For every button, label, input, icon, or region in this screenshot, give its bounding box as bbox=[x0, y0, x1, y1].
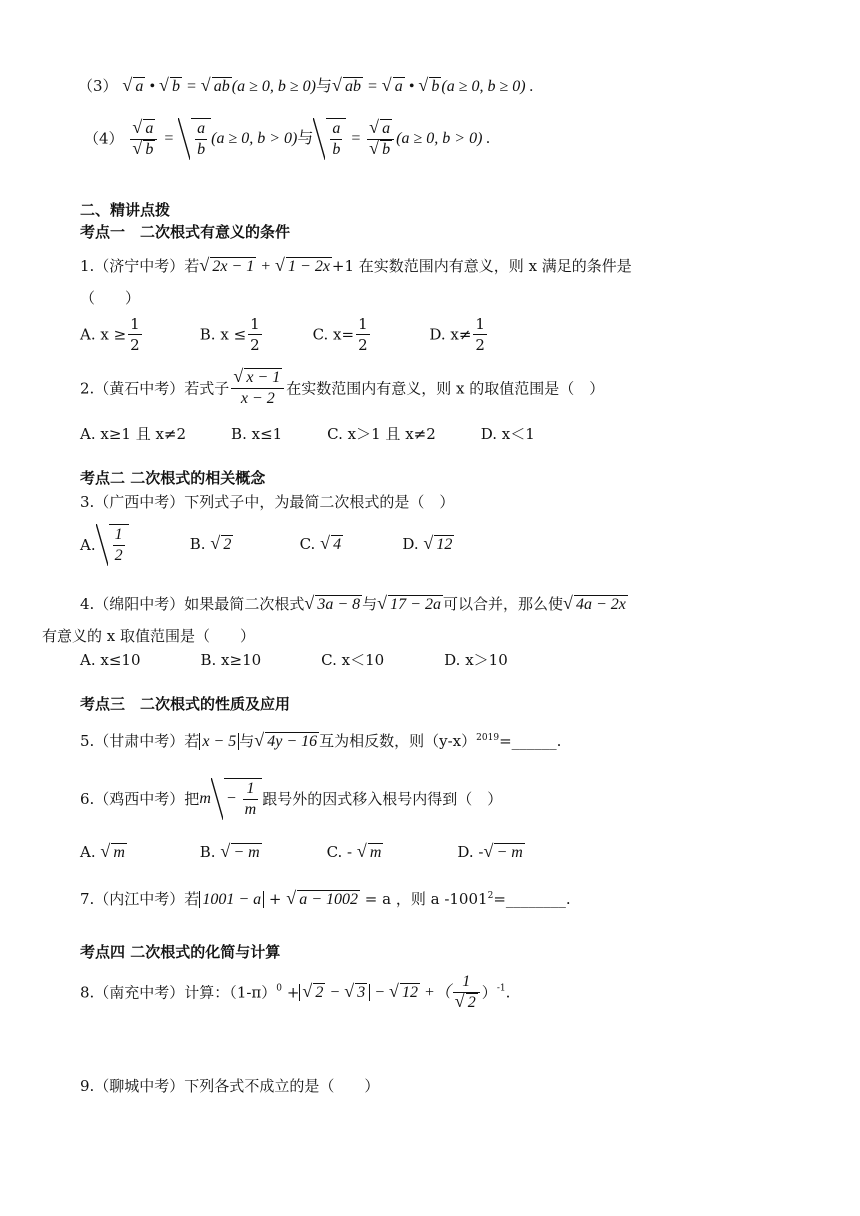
q7-stem: 7.（内江中考）若 1001 − a + √ a − 1002 = a ，则 a $-1001^2=\_\_\_\_\_\_\_\_$. bbox=[80, 886, 571, 910]
q4-mid1: 与 bbox=[362, 595, 378, 613]
kp3-heading: 考点三 二次根式的性质及应用 bbox=[80, 695, 291, 713]
formula-4 bbox=[84, 118, 490, 168]
q5-blank: =______. bbox=[499, 732, 562, 750]
q5-prefix: 5.（甘肃中考）若 bbox=[80, 732, 200, 750]
q5-stem: 5.（甘肃中考）若 x − 5 与√ 4y − 16 互为相反数，则$(y-x)^{2019}=\_\_\_\_\_\_$. bbox=[80, 728, 561, 752]
q1-stem: 1.（济宁中考）若√ 2x − 1 + √ 1 − 2x +1 在实数范围内有意义，则 x 满足的条件是 bbox=[80, 256, 632, 277]
q4-mid2: 可以合并，那么使 bbox=[442, 595, 563, 613]
q7-exponent: 2 bbox=[487, 891, 494, 901]
q1-option-b: B. x ≤ $\frac{1}{2}$ bbox=[199, 315, 260, 354]
q5-mid: 与 bbox=[239, 732, 255, 750]
q2-suffix: 在实数范围内有意义，则 x 的取值范围是（ ） bbox=[286, 379, 605, 398]
q4-line2: 有意义的 x 取值范围是（ ） bbox=[42, 627, 255, 645]
q1-option-d: D. x≠ $\frac{1}{2}$ bbox=[429, 315, 485, 354]
q4-prefix: 4.（绵阳中考）如果最简二次根式 bbox=[80, 595, 305, 613]
q2-stem: 2.（黄石中考）若式子 √ $\frac{x - 1}{x - 2}$ 在实数范围内有意义，则 x 的取值范围是（ ） bbox=[80, 368, 604, 414]
q1-options bbox=[80, 314, 489, 358]
kp1-heading: 考点一 二次根式有意义的条件 bbox=[80, 223, 291, 241]
q8-exp-neg1: -1 bbox=[496, 983, 506, 994]
formula-3-expr: √ a • √ b = √ ab (a ≥ 0, b ≥ 0)与√ ab = √ a • √ b (a ≥ 0, b ≥ 0) . bbox=[122, 78, 533, 95]
q1-option-c: C. x= $\frac{1}{2}$ bbox=[312, 315, 368, 354]
q5-exponent: 2019 bbox=[476, 733, 500, 743]
kp4-heading: 考点四 二次根式的化简与计算 bbox=[80, 943, 281, 961]
q8-prefix: 8.（南充中考）计算：（1-π） bbox=[80, 983, 277, 1002]
q6-suffix: 跟号外的因式移入根号内得到（ ） bbox=[262, 790, 503, 808]
q6-option-a: A. √ m bbox=[80, 842, 195, 863]
q4-stem: 4.（绵阳中考）如果最简二次根式√ 3a − 8 与√ 17 − 2a 可以合并，那么使√ 4a − 2x bbox=[80, 594, 628, 615]
q3-option-d: D. √ 12 bbox=[402, 534, 454, 555]
q1-prefix: 1.（济宁中考）若 bbox=[80, 257, 200, 275]
q8-tail: ） bbox=[481, 983, 497, 1002]
q6-option-b: B. √ − m bbox=[200, 842, 322, 863]
q3-stem: 3.（广西中考）下列式子中，为最简二次根式的是（ ） bbox=[80, 493, 455, 511]
q6-option-d: D. -√ − m bbox=[457, 842, 524, 863]
formula-3-label: （3） bbox=[78, 77, 118, 95]
q6-stem: 6.（鸡西中考）把m − $\frac{1}{m}$ 跟号外的因式移入根号内得到（ ） bbox=[80, 780, 503, 818]
q4-options: A. x≤10 B. x≥10 C. x＜10 D. x＞10 bbox=[80, 651, 508, 669]
formula-4-label: （4） bbox=[84, 129, 124, 148]
q5-suffix: 互为相反数，则（y-x） bbox=[319, 732, 477, 750]
q1-suffix: +1 在实数范围内有意义，则 x 满足的条件是 bbox=[331, 257, 632, 275]
q2-prefix: 2.（黄石中考）若式子 bbox=[80, 379, 230, 398]
formula-3 bbox=[78, 76, 534, 97]
formula-4-expr: √ a √ b = $\frac{a}{b}$ (a ≥ 0, b > 0)与 $\frac{a}{b}$ = √ a √ b (a ≥ 0, b > 0) . bbox=[128, 130, 490, 147]
q3-option-c: C. √ 4 bbox=[300, 534, 398, 555]
q7-mid: = a ，则 a -1001 bbox=[364, 890, 488, 908]
q8-end: . bbox=[505, 983, 511, 1002]
q3-option-a: A. $\frac{1}{2}$ bbox=[80, 524, 185, 566]
q2-options: A. x≥1 且 x≠2 B. x≤1 C. x＞1 且 x≠2 D. x＜1 bbox=[80, 425, 535, 443]
q3-options bbox=[80, 524, 454, 568]
q3-option-b: B. √ 2 bbox=[190, 534, 295, 555]
q6-prefix: 6.（鸡西中考）把 bbox=[80, 790, 200, 808]
kp2-heading: 考点二 二次根式的相关概念 bbox=[80, 469, 266, 487]
q6-options bbox=[80, 842, 525, 863]
q9-stem: 9.（聊城中考）下列各式不成立的是（ ） bbox=[80, 1077, 380, 1095]
q6-option-c: C. - √ m bbox=[327, 842, 453, 863]
q7-prefix: 7.（内江中考）若 bbox=[80, 890, 200, 908]
q1-option-a: A. x ≥ $\frac{1}{2}$ bbox=[80, 315, 140, 354]
q8-exp0: 0 bbox=[276, 983, 283, 994]
q1-paren: （ ） bbox=[80, 289, 141, 307]
section-title: 二、精讲点拨 bbox=[80, 201, 171, 219]
q7-blank: =________. bbox=[493, 890, 571, 908]
q8-stem: 8.（南充中考）计算：$(1-\pi)^0$ +√ 2 − √ 3 − √ 12 +（ 1 √ 2 ）$^{-1}$. bbox=[80, 972, 510, 1020]
